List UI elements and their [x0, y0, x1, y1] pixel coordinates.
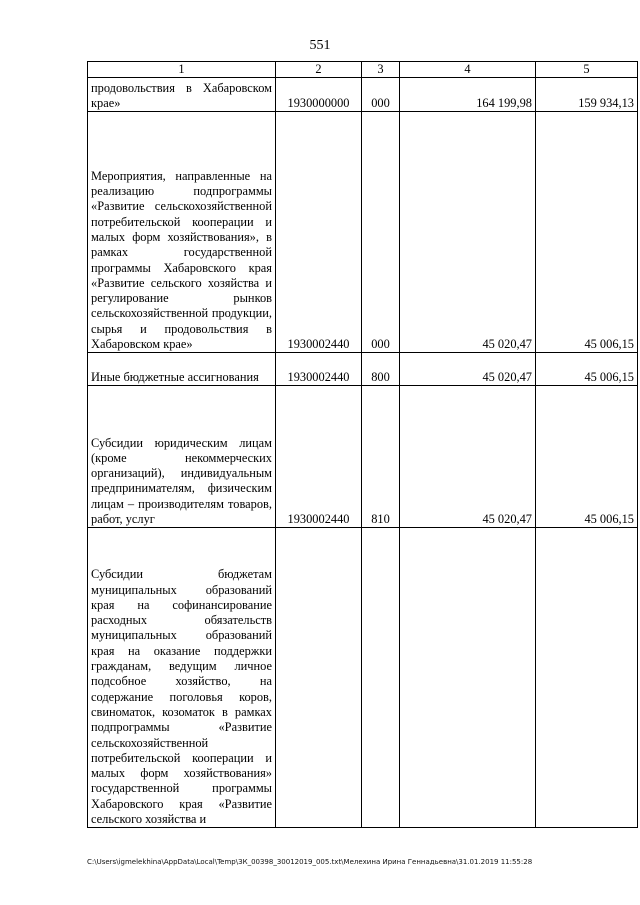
table-row: [88, 78, 638, 112]
row-amount-1: 45 020,47: [400, 112, 536, 353]
row-description: Субсидии юридическим лицам (кроме некоммерческих организаций), индивидуальным предпринимателям, физическим лицам – производителям товаров, работ, услуг: [88, 386, 276, 528]
row-amount-2: 45 006,15: [536, 353, 638, 386]
table-row: [88, 528, 638, 828]
table-row: [88, 112, 638, 353]
row-description: Мероприятия, направленные на реализацию подпрограммы «Развитие сельскохозяйственной потребительской кооперации и малых форм хозяйствования», в рамках государственной программы Хабаровского края «Развитие сельского хозяйства и регулирование рынков сельскохозяйственной продукции, сырья и продовольствия в Хабаровском крае»: [88, 112, 276, 353]
row-expense-type: 800: [362, 353, 400, 386]
column-header-2: 2: [276, 62, 362, 78]
row-amount-2: 45 006,15: [536, 112, 638, 353]
column-header-5: 5: [536, 62, 638, 78]
row-expense-type: 810: [362, 386, 400, 528]
row-amount-1: 164 199,98: [400, 78, 536, 112]
column-header-4: 4: [400, 62, 536, 78]
row-description: продовольствия в Хабаровском крае»: [88, 78, 276, 112]
column-header-1: 1: [88, 62, 276, 78]
row-amount-1: [400, 528, 536, 828]
row-amount-2: 45 006,15: [536, 386, 638, 528]
page-number: 551: [309, 38, 331, 53]
row-amount-1: 45 020,47: [400, 386, 536, 528]
row-amount-2: 159 934,13: [536, 78, 638, 112]
row-description: Иные бюджетные ассигнования: [88, 353, 276, 386]
row-description: Субсидии бюджетам муниципальных образований края на софинансирование расходных обязательств муниципальных образований края на оказание поддержки гражданам, ведущим личное подсобное хозяйство, на содержание поголовья коров, свиноматок, козоматок в рамках подпрограммы «Развитие сельскохозяйственной потребительской кооперации и малых форм хозяйствования» государственной программы Хабаровского края «Развитие сельского хозяйства и: [88, 528, 276, 828]
column-header-3: 3: [362, 62, 400, 78]
row-target-code: 1930002440: [276, 353, 362, 386]
table-header-row: [88, 62, 638, 78]
row-amount-2: [536, 528, 638, 828]
row-expense-type: [362, 528, 400, 828]
row-target-code: 1930002440: [276, 112, 362, 353]
row-target-code: 1930000000: [276, 78, 362, 112]
budget-table: [87, 61, 638, 828]
row-target-code: [276, 528, 362, 828]
table-row: [88, 353, 638, 386]
footer-file-path: C:\Users\igmelekhina\AppData\Local\Temp\ЗК_00398_30012019_005.txt\Мелехина Ирина Геннадьевна\31.01.2019 11:55:28: [87, 858, 533, 866]
row-expense-type: 000: [362, 78, 400, 112]
table-row: [88, 386, 638, 528]
row-target-code: 1930002440: [276, 386, 362, 528]
row-expense-type: 000: [362, 112, 400, 353]
row-amount-1: 45 020,47: [400, 353, 536, 386]
